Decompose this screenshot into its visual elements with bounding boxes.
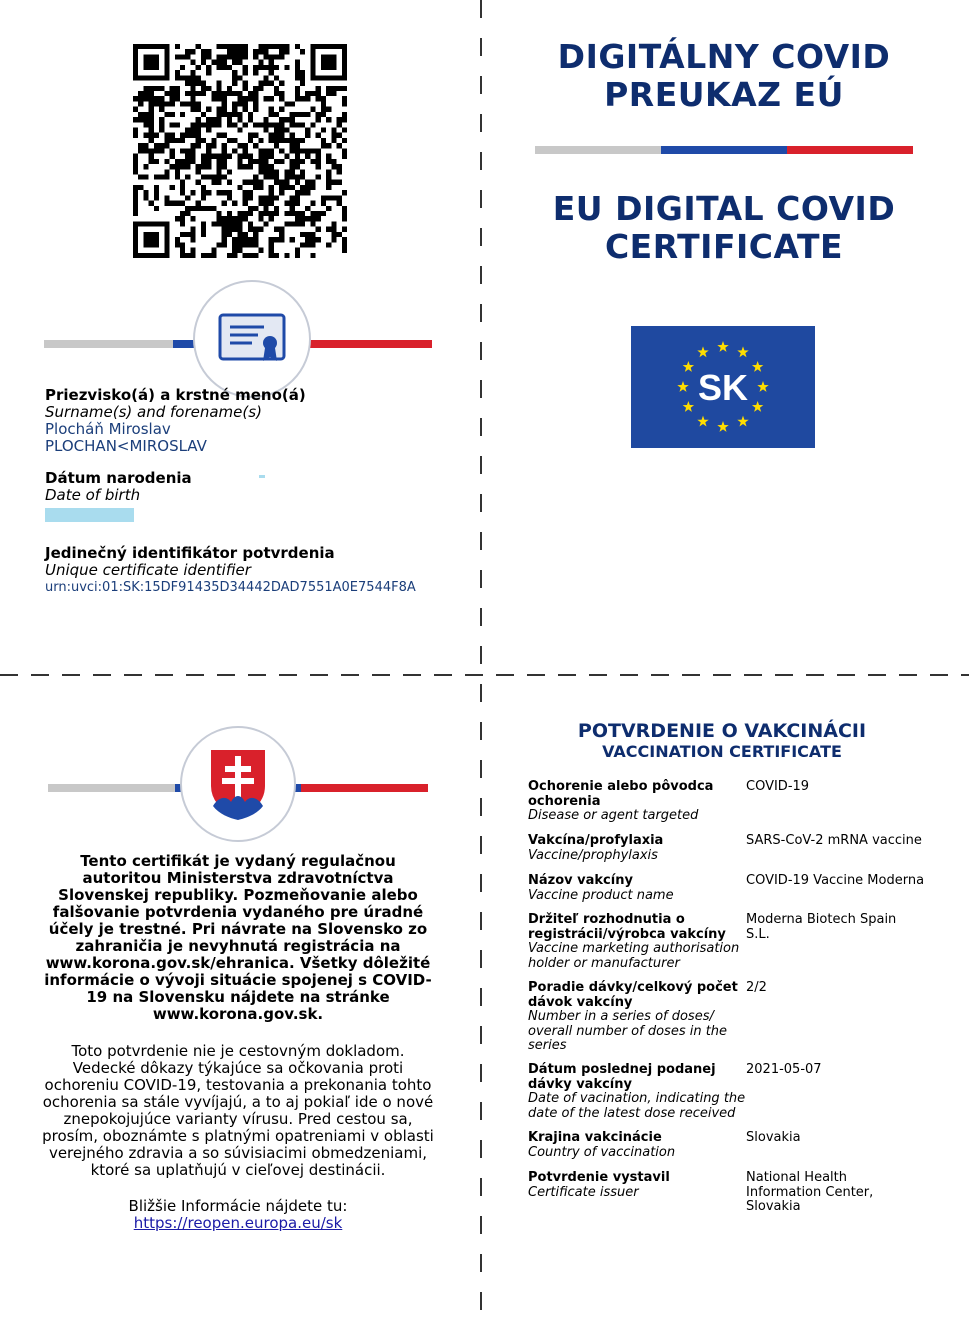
name-value: Plocháň Miroslav — [45, 420, 171, 438]
row-label-sk: Krajina vakcinácie — [528, 1130, 662, 1145]
eu-star-icon — [737, 346, 748, 357]
row-label-en: Disease or agent targeted — [528, 808, 699, 823]
row-vaccination-date — [528, 1063, 948, 1121]
row-label-en: Country of vaccination — [528, 1144, 676, 1160]
vaccination-title-sk: POTVRDENIE O VAKCINÁCII — [577, 720, 867, 742]
coat-of-arms-emblem — [180, 726, 296, 842]
row-product — [528, 874, 948, 903]
reopen-link[interactable]: https://reopen.europa.eu/sk — [133, 1214, 343, 1232]
title-sk: DIGITÁLNY COVID PREUKAZ EÚ — [557, 37, 891, 114]
horizontal-fold-line — [0, 674, 969, 676]
row-label-sk: Názov vakcíny — [528, 873, 633, 888]
uci-value: urn:uvci:01:SK:15DF91435D34442DAD7551A0E7544F8A — [45, 580, 416, 595]
eu-star-icon — [683, 401, 694, 412]
row-value: Moderna Biotech Spain S.L. — [746, 912, 897, 942]
tricolor-bar-top — [535, 146, 913, 154]
row-value: 2021-05-07 — [746, 1062, 822, 1077]
eu-star-icon — [757, 381, 768, 392]
eu-star-icon — [717, 341, 728, 352]
qr-code — [133, 44, 347, 258]
title-en: EU DIGITAL COVID CERTIFICATE — [552, 189, 896, 266]
eu-star-icon — [683, 361, 694, 372]
row-value: 2/2 — [746, 980, 767, 995]
eu-star-icon — [697, 416, 708, 427]
row-label-sk: Držiteľ rozhodnutia o registrácii/výrobca vakcíny — [528, 912, 726, 942]
info-legal-text: Tento certifikát je vydaný regulačnou autoritou Ministerstva zdravotníctva Slovenskej republiky. Pozmeňovanie alebo falšovanie potvrdenia vydaného pre úradné účely je trestné. Pri návrate na Slovensko zo zahraničia je nevyhnutá registrácia na www.korona.gov.sk/ehranica. Všetky dôležité informácie o vývoji situácie spojenej s COVID-19 na Slovensku nájdete na stránke www.korona.gov.sk. — [44, 852, 432, 1023]
eu-star-icon — [697, 346, 708, 357]
qr-modules — [133, 44, 347, 258]
row-label-en: Certificate issuer — [528, 1184, 639, 1200]
eu-star-icon — [737, 416, 748, 427]
person-section — [45, 386, 465, 596]
vertical-fold-line — [480, 0, 482, 1327]
certificate-emblem — [193, 280, 311, 398]
row-label-en: Date of vacination, indicating the date of the latest dose received — [528, 1091, 746, 1121]
row-vaccine — [528, 834, 948, 863]
row-value: COVID-19 Vaccine Moderna — [746, 873, 925, 888]
row-value: Slovakia — [746, 1130, 801, 1145]
eu-flag-graphic — [631, 326, 815, 448]
eu-star-icon — [752, 401, 763, 412]
name-label: Priezvisko(á) a krstné meno(á) — [45, 386, 306, 404]
row-label-en: Vaccine/prophylaxis — [528, 847, 658, 863]
row-value: SARS-CoV-2 mRNA vaccine — [746, 833, 922, 848]
name-sub: Surname(s) and forename(s) — [45, 403, 262, 421]
slovak-coat-of-arms-icon — [207, 746, 269, 822]
row-value: COVID-19 — [746, 779, 810, 794]
uci-label: Jedinečný identifikátor potvrdenia — [45, 544, 335, 562]
row-label-sk: Dátum poslednej podanej dávky vakcíny — [528, 1062, 716, 1092]
eu-flag — [631, 326, 815, 448]
uci-sub: Unique certificate identifier — [45, 561, 251, 579]
row-disease — [528, 780, 948, 824]
info-travel-text: Toto potvrdenie nie je cestovným dokladom. Vedecké dôkazy týkajúce sa očkovania proti ochoreniu COVID-19, testovania a prekonania tohto ochorenia sa stále vyvíjajú, a to aj pokiaľ ide o nové znepokojujúce varianty vírusu. Pred cestou sa, prosím, oboznámte s platnými opatreniami v oblasti verejného zdravia a so súvisiacimi obmedzeniami, ktoré sa uplatňujú v cieľovej destinácii. — [42, 1042, 434, 1179]
info-more-text: Bližšie Informácie nájdete tu: — [128, 1197, 348, 1215]
row-label-sk: Potvrdenie vystavil — [528, 1170, 670, 1185]
info-more — [40, 1198, 436, 1232]
dob-label-text: Dátum narodenia — [45, 469, 192, 487]
eu-star-icon — [717, 421, 728, 432]
row-label-en: Number in a series of doses/ overall number of doses in the series — [528, 1009, 728, 1053]
row-issuer — [528, 1171, 948, 1215]
eu-star-icon — [752, 361, 763, 372]
certificate-icon — [218, 313, 286, 365]
row-label-sk: Poradie dávky/celkový počet dávok vakcíny — [528, 980, 738, 1010]
name-value-mrz: PLOCHAN<MIROSLAV — [45, 437, 207, 455]
row-label-sk: Ochorenie alebo pôvodca ochorenia — [528, 779, 714, 809]
row-country — [528, 1131, 948, 1160]
dob-sub: Date of birth — [45, 486, 141, 504]
redaction-mark — [259, 475, 265, 478]
row-label-en: Vaccine product name — [528, 887, 674, 903]
row-label-sk: Vakcína/profylaxia — [528, 833, 664, 848]
flag-country-code: SK — [697, 367, 749, 408]
row-dose-number — [528, 981, 948, 1054]
eu-star-icon — [677, 381, 688, 392]
row-value: National Health Information Center, Slovakia — [746, 1170, 874, 1214]
dob-value-redacted — [45, 508, 134, 522]
vaccination-title-en: VACCINATION CERTIFICATE — [602, 742, 842, 761]
dob-label — [45, 469, 465, 487]
row-manufacturer — [528, 913, 948, 971]
row-label-en: Vaccine marketing authorisation holder or manufacturer — [528, 941, 740, 971]
